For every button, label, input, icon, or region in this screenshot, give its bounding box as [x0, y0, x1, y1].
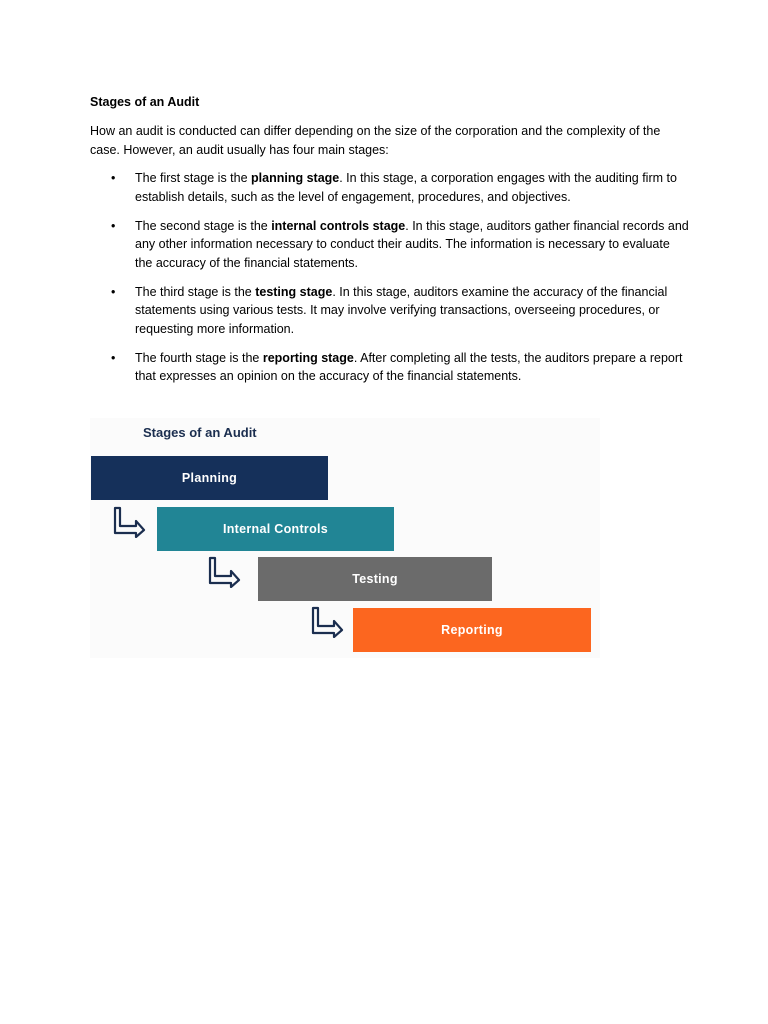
- stage-lead: The fourth stage is the: [135, 350, 263, 365]
- bullet-icon: •: [111, 350, 116, 365]
- stage-box-reporting: [353, 608, 591, 652]
- stage-term: testing stage: [255, 284, 333, 299]
- list-item-internal-controls: [90, 217, 690, 273]
- bullet-icon: •: [111, 171, 116, 185]
- stage-text: . In this stage, auditors gather financial records and any other information necessary to conduct their audits. The information is necessary to evaluate the accuracy of the financial statements.: [135, 218, 689, 270]
- list-item-planning: [90, 169, 690, 206]
- list-item-testing: [90, 283, 690, 339]
- stage-box-label: Testing: [352, 572, 398, 586]
- stage-text: . In this stage, auditors examine the accuracy of the financial statements using various tests. It may involve verifying transactions, overseeing procedures, or requesting more information.: [135, 284, 668, 336]
- stage-term: internal controls stage: [271, 218, 406, 233]
- stage-box-label: Internal Controls: [222, 522, 329, 536]
- stage-box-planning: [91, 456, 328, 500]
- stage-text: . After completing all the tests, the auditors prepare a report that expresses an opinion on the accuracy of the financial statements.: [135, 350, 683, 383]
- stage-term: planning stage: [251, 171, 340, 185]
- turn-right-arrow-icon: [310, 606, 344, 638]
- list-item-reporting: [90, 349, 690, 386]
- stage-box-testing: [258, 557, 492, 601]
- stage-box-internal-controls: [157, 507, 394, 551]
- turn-right-arrow-icon: [207, 556, 241, 588]
- stage-lead: The first stage is the: [135, 171, 252, 185]
- stage-lead: The second stage is the: [135, 218, 272, 233]
- stage-text: . In this stage, a corporation engages with the auditing firm to establish details, such as the level of engagement, procedures, and objectives.: [135, 171, 677, 204]
- stage-box-label: Planning: [181, 471, 238, 485]
- diagram-title: Stages of an Audit: [143, 425, 257, 440]
- bullet-icon: •: [111, 284, 116, 299]
- bullet-icon: •: [111, 218, 116, 233]
- stage-list: [90, 169, 690, 396]
- stage-term: reporting stage: [262, 350, 354, 365]
- stage-box-label: Reporting: [441, 623, 503, 637]
- turn-right-arrow-icon: [112, 506, 146, 538]
- stage-lead: The third stage is the: [135, 284, 256, 299]
- intro-paragraph: How an audit is conducted can differ depending on the size of the corporation and the complexity of the case. However, an audit usually has four main stages:: [90, 124, 661, 157]
- audit-stages-diagram: [90, 418, 600, 658]
- page-title: Stages of an Audit: [90, 95, 200, 109]
